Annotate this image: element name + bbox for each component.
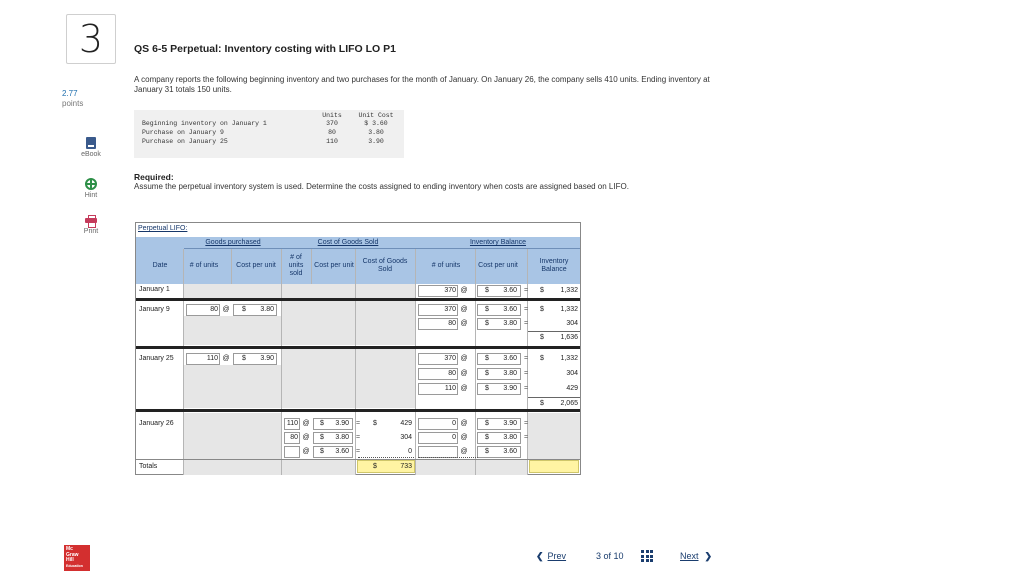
cogs-value: 429 <box>400 420 412 427</box>
balance-units-value: 370 <box>444 355 456 362</box>
units-header: Units <box>322 112 342 119</box>
dollar-sign: $ <box>373 463 377 470</box>
inventory-row-label: Beginning inventory on January 1 <box>142 120 267 127</box>
at-sign: @ <box>222 306 230 313</box>
page-of: of 10 <box>603 551 624 561</box>
question-number: 3 <box>78 17 104 61</box>
inventory-data-block <box>134 110 404 158</box>
cogs-value: 304 <box>400 434 412 441</box>
inventory-balance-header: Inventory Balance <box>469 239 527 246</box>
logo-line: Hill <box>66 557 74 563</box>
cogs-col-header: Cost of Goods Sold <box>362 258 408 273</box>
date-jan9: January 9 <box>139 306 170 313</box>
total-balance-field[interactable] <box>529 460 579 473</box>
at-sign: @ <box>302 434 310 441</box>
dollar-sign: $ <box>373 420 377 427</box>
equals-sign: = <box>523 355 529 362</box>
unit-cost-header: Unit Cost <box>358 112 394 119</box>
dollar-sign: $ <box>320 434 324 441</box>
equals-sign: = <box>523 370 529 377</box>
sold-units-input[interactable] <box>284 446 300 458</box>
inventory-row-label: Purchase on January 25 <box>142 138 228 145</box>
inventory-row-cost: 3.80 <box>368 129 384 136</box>
hint-button[interactable] <box>66 178 116 199</box>
dollar-sign: $ <box>485 434 489 441</box>
goods-purchased-header: Goods purchased <box>205 239 261 246</box>
at-sign: @ <box>302 448 310 455</box>
dollar-sign: $ <box>540 287 544 294</box>
next-button[interactable] <box>680 551 712 562</box>
dollar-sign: $ <box>485 287 489 294</box>
next-label: Next <box>680 551 699 561</box>
balance-cost-value: 3.80 <box>503 320 517 327</box>
inventory-row-cost: $ 3.60 <box>364 120 388 127</box>
purchased-units-header: # of units <box>189 262 219 269</box>
dollar-sign: $ <box>320 420 324 427</box>
balance-cost-value: 3.60 <box>503 355 517 362</box>
inventory-row-units: 110 <box>326 138 338 145</box>
balance-units-value: 80 <box>448 370 456 377</box>
purchased-cost-header: Cost per unit <box>236 262 276 269</box>
dollar-sign: $ <box>485 448 489 455</box>
required-text: Assume the perpetual inventory system is used. Determine the costs assigned to ending inventory when costs are assigned based on LIFO. <box>134 182 629 191</box>
dollar-sign: $ <box>485 306 489 313</box>
at-sign: @ <box>460 370 468 377</box>
equals-sign: = <box>355 448 361 455</box>
print-button[interactable] <box>66 215 116 235</box>
chevron-left-icon: ❮ <box>536 551 544 561</box>
question-number-box <box>66 14 116 64</box>
balance-units-header: # of units <box>431 262 461 269</box>
inventory-row-cost: 3.90 <box>368 138 384 145</box>
required-label: Required: <box>134 172 174 182</box>
at-sign: @ <box>460 448 468 455</box>
print-icon <box>85 215 97 226</box>
at-sign: @ <box>460 320 468 327</box>
equals-sign: = <box>523 306 529 313</box>
at-sign: @ <box>460 355 468 362</box>
date-jan1: January 1 <box>139 286 170 293</box>
logo-line: Education <box>66 563 83 568</box>
page-indicator <box>596 551 624 561</box>
balance-units-value: 370 <box>444 287 456 294</box>
sold-cost-value: 3.80 <box>335 434 349 441</box>
balance-cost-value: 3.80 <box>503 434 517 441</box>
chevron-right-icon: ❯ <box>704 551 713 561</box>
balance-units-value: 80 <box>448 320 456 327</box>
balance-value: 304 <box>566 320 578 327</box>
equals-sign: = <box>523 320 529 327</box>
equals-sign: = <box>355 420 361 427</box>
hint-label: Hint <box>84 192 98 199</box>
question-title: QS 6-5 Perpetual: Inventory costing with LIFO LO P1 <box>134 43 396 55</box>
purchase-cost-value: 3.90 <box>260 355 274 362</box>
purchase-cost-value: 3.80 <box>260 306 274 313</box>
balance-cost-value: 3.60 <box>503 448 517 455</box>
logo-line: Graw <box>66 551 79 558</box>
dollar-sign: $ <box>485 320 489 327</box>
balance-value: 429 <box>566 385 578 392</box>
at-sign: @ <box>460 287 468 294</box>
ebook-icon <box>86 137 96 149</box>
grid-icon[interactable] <box>641 550 653 562</box>
balance-units-value: 0 <box>452 420 456 427</box>
purchase-units-value: 110 <box>206 355 218 362</box>
inventory-row-units: 370 <box>326 120 338 127</box>
sold-cost-header: Cost per unit <box>314 262 354 269</box>
equals-sign: = <box>355 434 361 441</box>
balance-units-value: 370 <box>444 306 456 313</box>
purchase-units-value: 80 <box>210 306 218 313</box>
dollar-sign: $ <box>485 420 489 427</box>
print-label: Print <box>83 228 99 235</box>
at-sign: @ <box>302 420 310 427</box>
dollar-sign: $ <box>320 448 324 455</box>
prev-button[interactable] <box>536 551 566 562</box>
equals-sign: = <box>523 420 529 427</box>
cogs-header: Cost of Goods Sold <box>317 239 379 246</box>
balance-cost-value: 3.80 <box>503 370 517 377</box>
page-current: 3 <box>596 551 602 561</box>
sold-cost-value: 3.60 <box>335 448 349 455</box>
sold-units-header: # of units sold <box>288 254 304 277</box>
totals-label: Totals <box>139 463 158 470</box>
sold-units-value: 80 <box>290 434 298 441</box>
ebook-button[interactable] <box>66 137 116 158</box>
dollar-sign: $ <box>540 355 544 362</box>
total-cogs-value: 733 <box>400 463 412 470</box>
perpetual-lifo-table <box>135 222 581 475</box>
inventory-row-units: 80 <box>328 129 336 136</box>
dollar-sign: $ <box>540 400 544 407</box>
inventory-row-label: Purchase on January 9 <box>142 129 224 136</box>
hint-icon <box>85 178 97 190</box>
at-sign: @ <box>222 355 230 362</box>
balance-value: 1,332 <box>560 287 578 294</box>
balance-cost-value: 3.90 <box>503 385 517 392</box>
date-col-header: Date <box>152 262 168 269</box>
at-sign: @ <box>460 420 468 427</box>
ebook-label: eBook <box>81 151 101 158</box>
equals-sign: = <box>523 385 529 392</box>
dollar-sign: $ <box>242 355 246 362</box>
equals-sign: = <box>523 434 529 441</box>
points-label: points <box>62 99 84 108</box>
dollar-sign: $ <box>540 334 544 341</box>
question-prompt: A company reports the following beginning inventory and two purchases for the month of January. On January 26, the company sells 410 units. Ending inventory at January 31 totals 150 units. <box>134 75 710 94</box>
dollar-sign: $ <box>485 370 489 377</box>
sold-units-value: 110 <box>286 420 298 427</box>
date-jan25: January 25 <box>139 355 174 362</box>
balance-cost-value: 3.60 <box>503 306 517 313</box>
balance-cost-header: Cost per unit <box>478 262 518 269</box>
at-sign: @ <box>460 306 468 313</box>
balance-units-value: 110 <box>444 385 456 392</box>
table-title: Perpetual LIFO: <box>138 225 188 232</box>
balance-total: 1,636 <box>560 334 578 341</box>
prev-label: Prev <box>547 551 567 561</box>
balance-value-header: Inventory Balance <box>539 258 569 273</box>
balance-value: 1,332 <box>560 355 578 362</box>
dollar-sign: $ <box>540 306 544 313</box>
dollar-sign: $ <box>242 306 246 313</box>
balance-cost-value: 3.90 <box>503 420 517 427</box>
logo-line: Mc <box>66 546 73 552</box>
mcgraw-hill-logo <box>64 545 90 571</box>
balance-value: 1,332 <box>560 306 578 313</box>
equals-sign: = <box>523 287 529 294</box>
at-sign: @ <box>460 385 468 392</box>
points-value: 2.77 <box>62 89 78 98</box>
sold-cost-value: 3.90 <box>335 420 349 427</box>
cogs-value: 0 <box>408 448 412 455</box>
balance-cost-value: 3.60 <box>503 287 517 294</box>
dollar-sign: $ <box>485 385 489 392</box>
dollar-sign: $ <box>485 355 489 362</box>
balance-value: 304 <box>566 370 578 377</box>
at-sign: @ <box>460 434 468 441</box>
balance-total: 2,065 <box>560 400 578 407</box>
date-jan26: January 26 <box>139 420 174 427</box>
balance-units-value: 0 <box>452 434 456 441</box>
